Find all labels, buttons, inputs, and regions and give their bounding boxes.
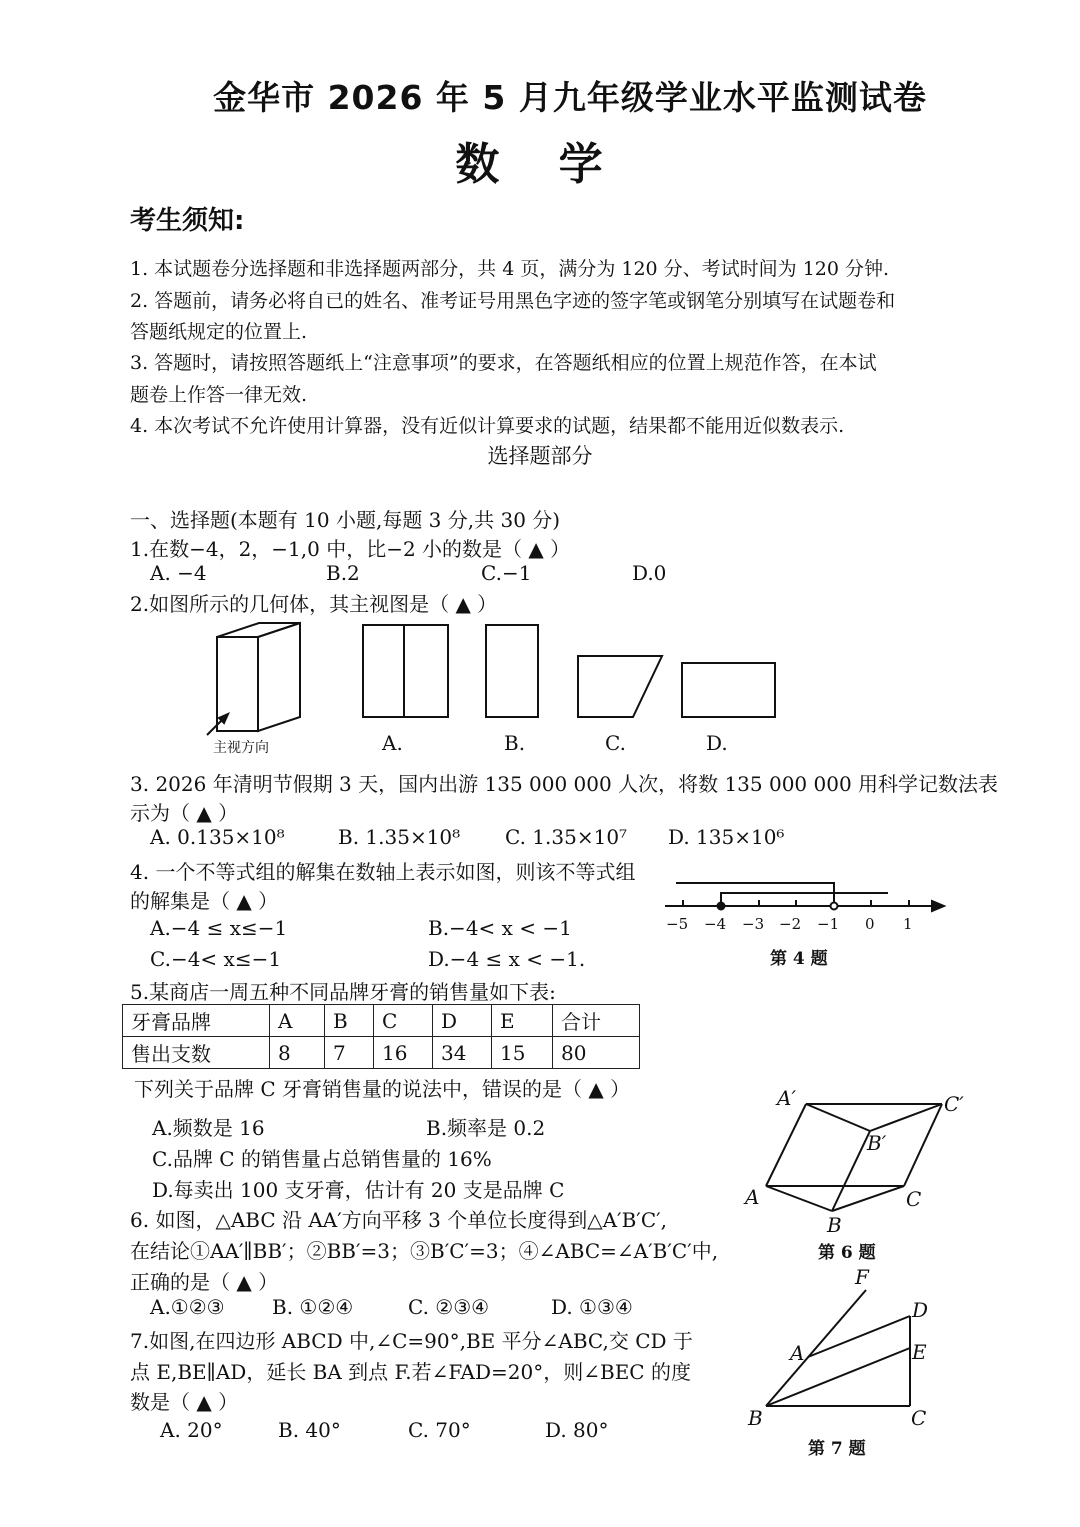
point-label: C <box>911 1406 927 1430</box>
q3-option-d: D. 135×10⁶ <box>668 825 785 849</box>
q7-option-b: B. 40° <box>278 1418 341 1442</box>
q7-option-d: D. 80° <box>545 1418 609 1442</box>
notice-line: 2. 答题前，请务必将自已的姓名、准考证号用黑色字迹的签字笔或钢笔分别填写在试题卷和 <box>130 290 896 312</box>
q4-option-b: B.−4< x < −1 <box>428 916 572 940</box>
axis-tick-label: 0 <box>865 915 875 933</box>
q7-option-c: C. 70° <box>408 1418 471 1442</box>
q3-option-a: A. 0.135×10⁸ <box>150 825 285 849</box>
table-cell: 8 <box>270 1037 325 1069</box>
q1-option-b: B.2 <box>326 561 360 585</box>
exam-title: 金华市 2026 年 5 月九年级学业水平监测试卷 <box>213 78 927 117</box>
subject-title: 数 学 <box>455 139 625 190</box>
q6-line3: 正确的是（ ▲ ） <box>130 1270 279 1294</box>
axis-tick-label: −4 <box>704 915 727 933</box>
point-label: A <box>790 1341 805 1365</box>
table-header-cell: 合计 <box>553 1005 640 1037</box>
q2-option-d: D. <box>706 731 728 755</box>
part-heading: 选择题部分 <box>487 444 593 468</box>
q5-option-a: A.频数是 16 <box>152 1116 265 1140</box>
table-header-cell: A <box>270 1005 325 1037</box>
notice-line: 题卷上作答一律无效. <box>130 384 308 406</box>
q4-number-line <box>665 883 944 911</box>
q4-figure-caption: 第 4 题 <box>770 949 828 969</box>
q2-option-d-figure <box>682 663 775 717</box>
section-heading: 一、选择题(本题有 10 小题,每题 3 分,共 30 分) <box>130 508 561 532</box>
table-cell: 售出支数 <box>123 1037 270 1069</box>
q2-option-b: B. <box>504 731 526 755</box>
q7-line1: 7.如图,在四边形 ABCD 中,∠C=90°,BE 平分∠ABC,交 CD 于 <box>130 1329 693 1353</box>
point-label: A′ <box>777 1086 796 1110</box>
q4-stem-line1: 4. 一个不等式组的解集在数轴上表示如图，则该不等式组 <box>130 860 636 884</box>
q2-option-a-figure <box>363 625 448 717</box>
point-label: F <box>855 1265 869 1289</box>
table-header-cell: D <box>433 1005 492 1037</box>
q3-stem-line1: 3. 2026 年清明节假期 3 天，国内出游 135 000 000 人次，将数 135 000 000 用科学记数法表 <box>130 772 999 796</box>
q6-line2: 在结论①AA′∥BB′；②BB′=3；③B′C′=3；④∠ABC=∠A′B′C′中, <box>130 1239 719 1263</box>
q1-stem: 1.在数−4，2，−1,0 中，比−2 小的数是（ ▲ ） <box>130 537 571 561</box>
point-label: A <box>745 1185 760 1209</box>
q2-option-c: C. <box>605 731 626 755</box>
q1-option-d: D.0 <box>632 561 667 585</box>
axis-tick-label: −1 <box>817 915 840 933</box>
q7-line2: 点 E,BE∥AD，延长 BA 到点 F.若∠FAD=20°，则∠BEC 的度 <box>130 1360 691 1384</box>
table-header-cell: B <box>325 1005 374 1037</box>
axis-tick-label: −2 <box>779 915 802 933</box>
axis-tick-label: −5 <box>666 915 689 933</box>
q5-option-d: D.每卖出 100 支牙膏，估计有 20 支是品牌 C <box>152 1178 565 1202</box>
q2-direction-label: 主视方向 <box>213 740 269 756</box>
q7-option-a: A. 20° <box>160 1418 223 1442</box>
q6-option-c: C. ②③④ <box>408 1295 490 1319</box>
table-cell: 34 <box>433 1037 492 1069</box>
point-label: B <box>827 1213 842 1237</box>
table-cell: 7 <box>325 1037 374 1069</box>
q3-option-c: C. 1.35×10⁷ <box>505 825 628 849</box>
q2-solid-figure <box>217 623 300 731</box>
q2-option-a: A. <box>382 731 403 755</box>
q7-quadrilateral-figure <box>766 1290 910 1406</box>
q6-option-b: B. ①②④ <box>272 1295 354 1319</box>
q3-stem-line2: 示为（ ▲ ） <box>130 801 239 825</box>
q5-option-b: B.频率是 0.2 <box>426 1116 546 1140</box>
q7-figure-caption: 第 7 题 <box>808 1439 866 1459</box>
point-label: C <box>906 1187 922 1211</box>
q5-stem: 5.某商店一周五种不同品牌牙膏的销售量如下表: <box>130 980 556 1004</box>
table-header-cell: 牙膏品牌 <box>123 1005 270 1037</box>
q5-option-c: C.品牌 C 的销售量占总销售量的 16% <box>152 1147 492 1171</box>
q6-translation-figure <box>766 1104 942 1211</box>
q4-option-a: A.−4 ≤ x≤−1 <box>150 916 288 940</box>
notice-line: 1. 本试题卷分选择题和非选择题两部分，共 4 页，满分为 120 分、考试时间为 120 分钟. <box>130 258 890 280</box>
table-cell: 16 <box>374 1037 433 1069</box>
q3-option-b: B. 1.35×10⁸ <box>338 825 461 849</box>
notice-line: 4. 本次考试不允许使用计算器，没有近似计算要求的试题，结果都不能用近似数表示. <box>130 415 845 437</box>
axis-tick-label: −3 <box>742 915 765 933</box>
table-header-cell: C <box>374 1005 433 1037</box>
q6-line1: 6. 如图，△ABC 沿 AA′方向平移 3 个单位长度得到△A′B′C′, <box>130 1208 668 1232</box>
point-label: C′ <box>944 1092 964 1116</box>
point-label: B <box>748 1406 763 1430</box>
q4-option-d: D.−4 ≤ x < −1. <box>428 947 586 971</box>
q7-line3: 数是（ ▲ ） <box>130 1390 239 1414</box>
axis-tick-label: 1 <box>903 915 913 933</box>
point-label: D <box>912 1298 929 1322</box>
q2-option-b-figure <box>486 625 538 717</box>
q2-stem: 2.如图所示的几何体，其主视图是（ ▲ ） <box>130 592 498 616</box>
table-header-cell: E <box>492 1005 553 1037</box>
q4-stem-line2: 的解集是（ ▲ ） <box>130 889 279 913</box>
q6-option-a: A.①②③ <box>150 1295 225 1319</box>
point-label: E <box>912 1340 927 1364</box>
q6-option-d: D. ①③④ <box>551 1295 633 1319</box>
notice-line: 3. 答题时，请按照答题纸上“注意事项”的要求，在答题纸相应的位置上规范作答，在本试 <box>130 352 877 374</box>
notice-heading: 考生须知: <box>130 206 245 236</box>
notice-line: 答题纸规定的位置上. <box>130 321 308 343</box>
table-cell: 80 <box>553 1037 640 1069</box>
q6-figure-caption: 第 6 题 <box>818 1243 876 1263</box>
q2-option-c-figure <box>578 656 662 717</box>
q4-option-c: C.−4< x≤−1 <box>150 947 282 971</box>
table-cell: 15 <box>492 1037 553 1069</box>
q1-option-a: A. −4 <box>150 561 207 585</box>
point-label: B′ <box>867 1131 887 1155</box>
q1-option-c: C.−1 <box>481 561 532 585</box>
q5-question: 下列关于品牌 C 牙膏销售量的说法中，错误的是（ ▲ ） <box>134 1077 631 1101</box>
